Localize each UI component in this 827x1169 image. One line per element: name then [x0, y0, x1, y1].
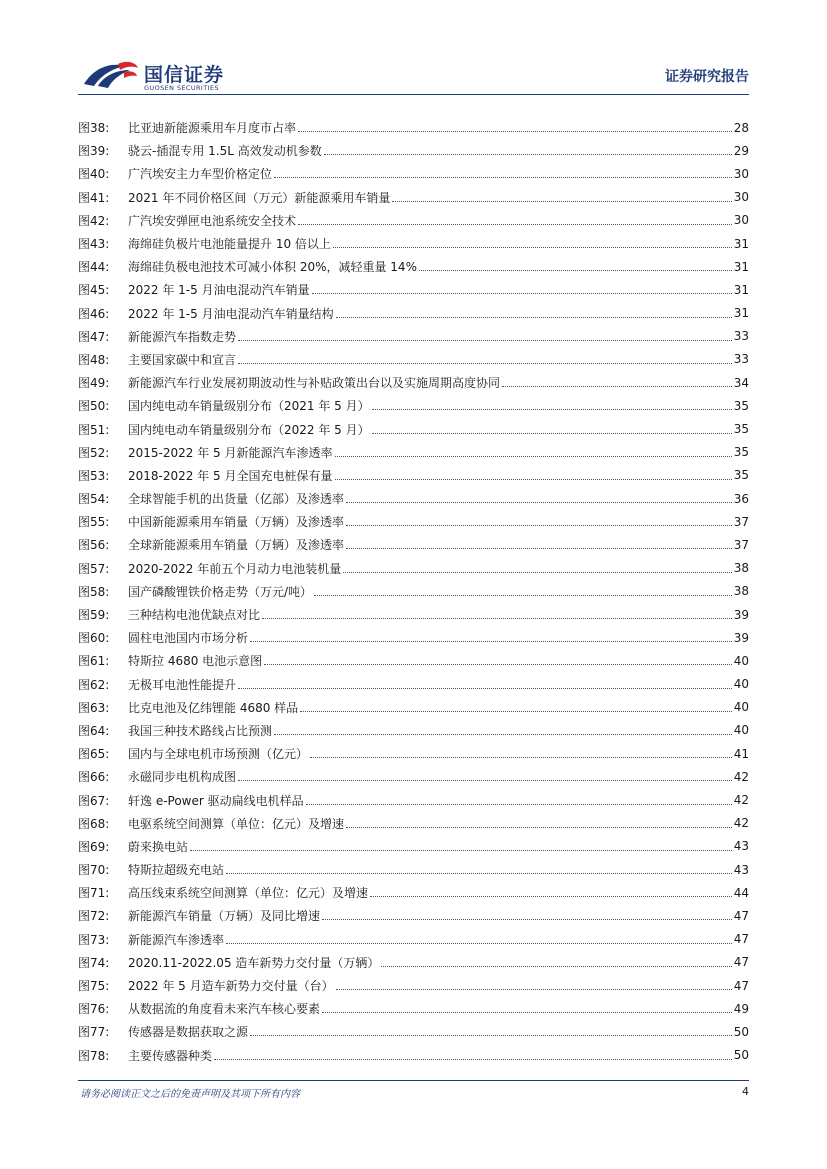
footer-disclaimer: 请务必阅读正文之后的免责声明及其项下所有内容 — [80, 1089, 300, 1100]
toc-dot-leader — [274, 734, 732, 735]
toc-page-number: 34 — [733, 375, 749, 390]
toc-figure-title: 国内纯电动车销量级别分布（2022 年 5 月） — [128, 422, 370, 437]
toc-figure-label: 图60: — [78, 631, 110, 646]
toc-page-number: 37 — [733, 514, 749, 529]
toc-entry[interactable] — [78, 441, 749, 464]
toc-figure-label: 图72: — [78, 909, 110, 924]
toc-entry[interactable] — [78, 835, 749, 858]
toc-entry[interactable] — [78, 580, 749, 603]
toc-page-number: 50 — [733, 1024, 749, 1039]
toc-page-number: 42 — [733, 793, 749, 808]
toc-figure-title: 三种结构电池优缺点对比 — [128, 608, 261, 623]
toc-entry[interactable] — [78, 232, 749, 255]
toc-dot-leader — [333, 247, 732, 248]
toc-figure-title: 主要传感器种类 — [128, 1048, 213, 1063]
toc-entry[interactable] — [78, 858, 749, 881]
toc-figure-title: 轩逸 e-Power 驱动扁线电机样品 — [128, 793, 304, 808]
toc-page-number: 38 — [733, 584, 749, 599]
toc-figure-label: 图46: — [78, 306, 110, 321]
toc-figure-label: 图42: — [78, 213, 110, 228]
toc-figure-title: 海绵硅负极电池技术可减小体积 20%，减轻重量 14% — [128, 260, 417, 275]
toc-entry[interactable] — [78, 417, 749, 440]
toc-dot-leader — [346, 502, 732, 503]
toc-figure-label: 图75: — [78, 979, 110, 994]
toc-figure-title: 2020-2022 年前五个月动力电池装机量 — [128, 561, 342, 576]
toc-page-number: 40 — [733, 677, 749, 692]
toc-dot-leader — [322, 1012, 732, 1013]
toc-entry[interactable] — [78, 162, 749, 185]
toc-page-number: 33 — [733, 329, 749, 344]
report-type-label: 证券研究报告 — [665, 69, 749, 85]
toc-page-number: 35 — [733, 445, 749, 460]
toc-figure-label: 图65: — [78, 747, 110, 762]
toc-figure-label: 图48: — [78, 352, 110, 367]
toc-dot-leader — [312, 293, 732, 294]
toc-entry[interactable] — [78, 626, 749, 649]
toc-dot-leader — [214, 1059, 732, 1060]
toc-page-number: 43 — [733, 839, 749, 854]
toc-figure-title: 2015-2022 年 5 月新能源汽车渗透率 — [128, 445, 333, 460]
toc-page-number: 28 — [733, 120, 749, 135]
toc-entry[interactable] — [78, 928, 749, 951]
toc-figure-title: 2022 年 5 月造车新势力交付量（台） — [128, 979, 334, 994]
header-divider — [78, 94, 749, 95]
toc-entry[interactable] — [78, 487, 749, 510]
toc-dot-leader — [381, 966, 731, 967]
toc-figure-label: 图56: — [78, 538, 110, 553]
toc-figure-label: 图70: — [78, 863, 110, 878]
toc-entry[interactable] — [78, 302, 749, 325]
toc-entry[interactable] — [78, 765, 749, 788]
toc-figure-label: 图69: — [78, 839, 110, 854]
toc-figure-title: 从数据流的角度看未来汽车核心要素 — [128, 1002, 321, 1017]
toc-figure-label: 图45: — [78, 283, 110, 298]
toc-entry[interactable] — [78, 394, 749, 417]
toc-figure-label: 图66: — [78, 770, 110, 785]
toc-entry[interactable] — [78, 812, 749, 835]
toc-figure-title: 我国三种技术路线占比预测 — [128, 723, 273, 738]
page-number: 4 — [742, 1085, 749, 1098]
toc-page-number: 35 — [733, 422, 749, 437]
toc-dot-leader — [335, 456, 732, 457]
toc-figure-title: 2022 年 1-5 月油电混动汽车销量 — [128, 283, 310, 298]
toc-dot-leader — [392, 201, 731, 202]
toc-figure-title: 中国新能源乘用车销量（万辆）及渗透率 — [128, 515, 345, 530]
toc-figure-label: 图40: — [78, 167, 110, 182]
toc-entry[interactable] — [78, 186, 749, 209]
toc-figure-label: 图47: — [78, 329, 110, 344]
figure-table-of-contents — [78, 116, 749, 1067]
toc-entry[interactable] — [78, 951, 749, 974]
toc-entry[interactable] — [78, 464, 749, 487]
toc-page-number: 50 — [733, 1048, 749, 1063]
toc-figure-label: 图59: — [78, 608, 110, 623]
toc-dot-leader — [298, 224, 732, 225]
toc-page-number: 37 — [733, 537, 749, 552]
toc-entry[interactable] — [78, 510, 749, 533]
page-header — [0, 0, 827, 100]
toc-figure-label: 图77: — [78, 1025, 110, 1040]
toc-figure-title: 国内与全球电机市场预测（亿元） — [128, 747, 309, 762]
toc-dot-leader — [262, 618, 732, 619]
toc-page-number: 42 — [733, 816, 749, 831]
toc-page-number: 30 — [733, 190, 749, 205]
toc-entry[interactable] — [78, 673, 749, 696]
toc-dot-leader — [226, 873, 732, 874]
toc-figure-title: 2018-2022 年 5 月全国充电桩保有量 — [128, 468, 333, 483]
toc-page-number: 30 — [733, 166, 749, 181]
toc-dot-leader — [336, 317, 732, 318]
toc-dot-leader — [238, 363, 732, 364]
toc-entry[interactable] — [78, 742, 749, 765]
toc-figure-label: 图44: — [78, 260, 110, 275]
toc-figure-title: 电驱系统空间测算（单位：亿元）及增速 — [128, 816, 345, 831]
toc-figure-label: 图52: — [78, 445, 110, 460]
toc-page-number: 40 — [733, 653, 749, 668]
toc-page-number: 47 — [733, 932, 749, 947]
toc-figure-title: 2020.11-2022.05 造车新势力交付量（万辆） — [128, 955, 380, 970]
toc-page-number: 31 — [733, 259, 749, 274]
toc-page-number: 47 — [733, 978, 749, 993]
toc-entry[interactable] — [78, 881, 749, 904]
toc-figure-label: 图41: — [78, 190, 110, 205]
toc-page-number: 40 — [733, 723, 749, 738]
toc-page-number: 42 — [733, 769, 749, 784]
toc-dot-leader — [343, 572, 731, 573]
toc-page-number: 33 — [733, 352, 749, 367]
toc-figure-label: 图57: — [78, 561, 110, 576]
toc-entry[interactable] — [78, 974, 749, 997]
toc-entry[interactable] — [78, 997, 749, 1020]
toc-figure-title: 全球智能手机的出货量（亿部）及渗透率 — [128, 492, 345, 507]
toc-entry[interactable] — [78, 325, 749, 348]
toc-figure-title: 广汽埃安弹匣电池系统安全技术 — [128, 213, 297, 228]
toc-figure-label: 图61: — [78, 654, 110, 669]
toc-figure-title: 特斯拉 4680 电池示意图 — [128, 654, 263, 669]
toc-dot-leader — [250, 641, 732, 642]
toc-dot-leader — [370, 896, 732, 897]
toc-figure-title: 国产磷酸锂铁价格走势（万元/吨） — [128, 584, 313, 599]
toc-figure-label: 图64: — [78, 723, 110, 738]
toc-entry[interactable] — [78, 533, 749, 556]
toc-figure-title: 新能源汽车指数走势 — [128, 329, 237, 344]
toc-entry[interactable] — [78, 649, 749, 672]
toc-dot-leader — [306, 804, 732, 805]
toc-figure-title: 2022 年 1-5 月油电混动汽车销量结构 — [128, 306, 334, 321]
toc-entry[interactable] — [78, 278, 749, 301]
toc-page-number: 39 — [733, 630, 749, 645]
toc-figure-label: 图54: — [78, 492, 110, 507]
toc-figure-label: 图68: — [78, 816, 110, 831]
toc-entry[interactable] — [78, 1044, 749, 1067]
toc-page-number: 49 — [733, 1001, 749, 1016]
toc-dot-leader — [502, 386, 732, 387]
toc-figure-title: 高压线束系统空间测算（单位：亿元）及增速 — [128, 886, 369, 901]
toc-page-number: 31 — [733, 306, 749, 321]
toc-figure-label: 图53: — [78, 468, 110, 483]
toc-entry[interactable] — [78, 348, 749, 371]
toc-page-number: 31 — [733, 236, 749, 251]
toc-page-number: 36 — [733, 491, 749, 506]
toc-figure-label: 图49: — [78, 376, 110, 391]
toc-page-number: 31 — [733, 282, 749, 297]
toc-entry[interactable] — [78, 557, 749, 580]
toc-figure-label: 图63: — [78, 700, 110, 715]
toc-dot-leader — [314, 595, 732, 596]
toc-dot-leader — [346, 827, 732, 828]
toc-figure-title: 圆柱电池国内市场分析 — [128, 631, 249, 646]
toc-figure-label: 图73: — [78, 932, 110, 947]
toc-figure-title: 永磁同步电机构成图 — [128, 770, 237, 785]
toc-page-number: 35 — [733, 468, 749, 483]
toc-dot-leader — [336, 989, 732, 990]
toc-figure-label: 图74: — [78, 955, 110, 970]
toc-dot-leader — [298, 131, 732, 132]
toc-entry[interactable] — [78, 139, 749, 162]
toc-figure-label: 图38: — [78, 121, 110, 136]
toc-page-number: 30 — [733, 213, 749, 228]
toc-entry[interactable] — [78, 788, 749, 811]
toc-dot-leader — [300, 711, 732, 712]
toc-figure-title: 蔚来换电站 — [128, 839, 189, 854]
toc-dot-leader — [372, 409, 732, 410]
toc-page-number: 39 — [733, 607, 749, 622]
toc-dot-leader — [335, 479, 732, 480]
toc-page-number: 47 — [733, 908, 749, 923]
toc-dot-leader — [264, 664, 732, 665]
toc-dot-leader — [324, 154, 732, 155]
toc-page-number: 40 — [733, 700, 749, 715]
toc-figure-label: 图62: — [78, 677, 110, 692]
toc-figure-title: 新能源汽车销量（万辆）及同比增速 — [128, 909, 321, 924]
toc-entry[interactable] — [78, 1020, 749, 1043]
toc-dot-leader — [274, 177, 732, 178]
toc-entry[interactable] — [78, 209, 749, 232]
company-logo — [80, 56, 250, 96]
toc-page-number: 44 — [733, 885, 749, 900]
toc-figure-title: 新能源汽车渗透率 — [128, 932, 225, 947]
toc-entry[interactable] — [78, 603, 749, 626]
toc-page-number: 47 — [733, 955, 749, 970]
toc-page-number: 29 — [733, 143, 749, 158]
toc-figure-label: 图58: — [78, 584, 110, 599]
toc-dot-leader — [238, 780, 732, 781]
toc-page-number: 41 — [733, 746, 749, 761]
toc-figure-label: 图78: — [78, 1048, 110, 1063]
toc-page-number: 35 — [733, 398, 749, 413]
footer-divider — [78, 1080, 749, 1081]
toc-dot-leader — [238, 688, 732, 689]
toc-figure-label: 图55: — [78, 515, 110, 530]
toc-figure-title: 广汽埃安主力车型价格定位 — [128, 167, 273, 182]
toc-figure-title: 比亚迪新能源乘用车月度市占率 — [128, 121, 297, 136]
toc-figure-title: 主要国家碳中和宣言 — [128, 352, 237, 367]
toc-figure-title: 传感器是数据获取之源 — [128, 1025, 249, 1040]
toc-figure-title: 海绵硅负极片电池能量提升 10 倍以上 — [128, 237, 331, 252]
toc-figure-label: 图76: — [78, 1002, 110, 1017]
toc-dot-leader — [419, 270, 732, 271]
toc-entry[interactable] — [78, 116, 749, 139]
toc-dot-leader — [226, 943, 732, 944]
toc-dot-leader — [238, 340, 732, 341]
toc-figure-title: 新能源汽车行业发展初期波动性与补贴政策出台以及实施周期高度协同 — [128, 376, 501, 391]
toc-figure-title: 全球新能源乘用车销量（万辆）及渗透率 — [128, 538, 345, 553]
toc-dot-leader — [310, 757, 732, 758]
toc-entry[interactable] — [78, 904, 749, 927]
toc-entry[interactable] — [78, 696, 749, 719]
toc-figure-title: 比克电池及亿纬锂能 4680 样品 — [128, 700, 299, 715]
toc-entry[interactable] — [78, 719, 749, 742]
toc-figure-label: 图51: — [78, 422, 110, 437]
toc-figure-label: 图39: — [78, 144, 110, 159]
toc-page-number: 38 — [733, 561, 749, 576]
toc-page-number: 43 — [733, 862, 749, 877]
logo-english-name: GUOSEN SECURITIES — [144, 84, 219, 92]
toc-figure-label: 图50: — [78, 399, 110, 414]
toc-figure-title: 骁云-插混专用 1.5L 高效发动机参数 — [128, 144, 322, 159]
toc-dot-leader — [346, 525, 732, 526]
toc-figure-title: 国内纯电动车销量级别分布（2021 年 5 月） — [128, 399, 370, 414]
toc-dot-leader — [250, 1035, 732, 1036]
toc-figure-label: 图71: — [78, 886, 110, 901]
toc-dot-leader — [346, 548, 732, 549]
toc-figure-title: 无极耳电池性能提升 — [128, 677, 237, 692]
toc-entry[interactable] — [78, 255, 749, 278]
toc-dot-leader — [322, 919, 732, 920]
toc-entry[interactable] — [78, 371, 749, 394]
toc-figure-title: 2021 年不同价格区间（万元）新能源乘用车销量 — [128, 190, 391, 205]
toc-figure-label: 图43: — [78, 237, 110, 252]
guosen-logo-icon — [80, 58, 140, 92]
toc-figure-label: 图67: — [78, 793, 110, 808]
toc-figure-title: 特斯拉超级充电站 — [128, 863, 225, 878]
logo-chinese-name: 国信证券 — [144, 64, 225, 86]
toc-dot-leader — [372, 433, 732, 434]
toc-dot-leader — [190, 850, 732, 851]
